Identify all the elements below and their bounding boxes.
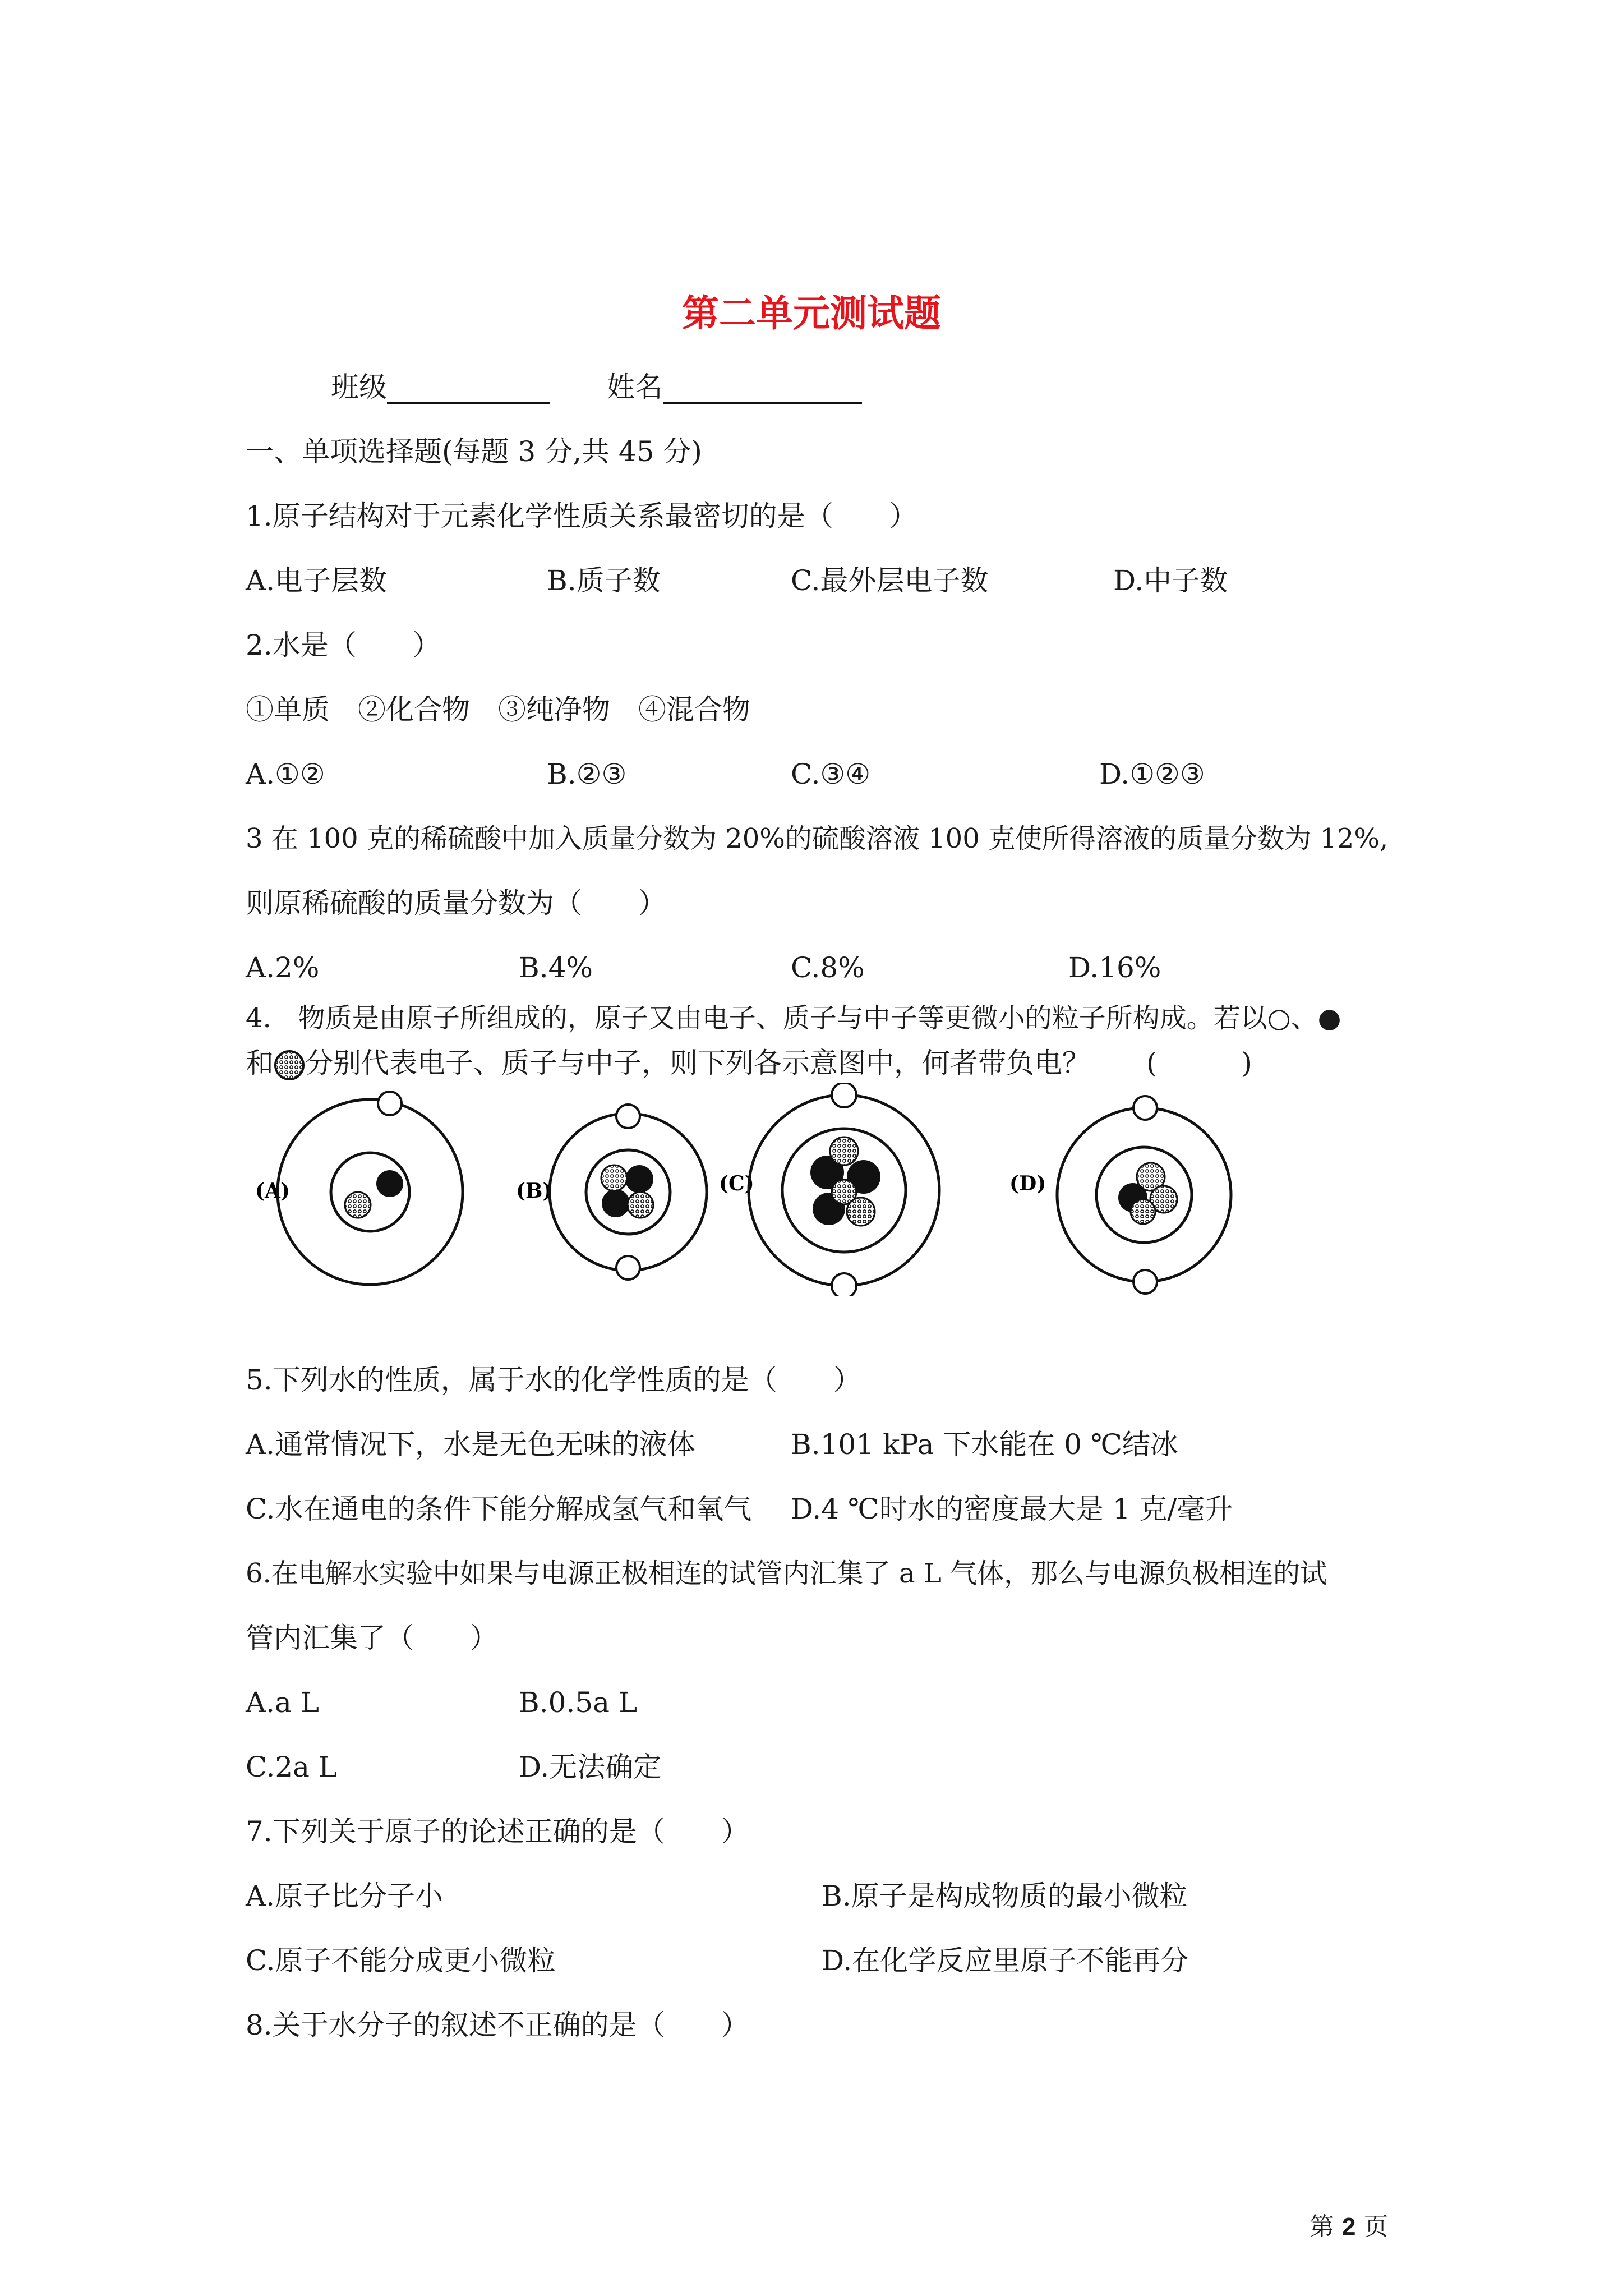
section-heading: 一、单项选择题(每题 3 分,共 45 分) (246, 435, 702, 468)
q2-option-b[interactable]: B.②③ (547, 758, 627, 790)
q6-option-a[interactable]: A.a L (246, 1686, 319, 1719)
q4-stem-line1: 4. 物质是由原子所组成的，原子又由电子、质子与中子等更微小的粒子所构成。若以○、● (246, 1002, 1341, 1034)
q4-stem-line2-pre: 和 (246, 1047, 274, 1079)
atom-diagram-d[interactable] (1009, 1096, 1231, 1294)
q5-stem: 5.下列水的性质，属于水的化学性质的是（ ） (246, 1364, 861, 1396)
q7-option-a[interactable]: A.原子比分子小 (246, 1880, 444, 1912)
q5-option-a[interactable]: A.通常情况下，水是无色无味的液体 (246, 1428, 696, 1461)
neutron-symbol-icon (274, 1050, 305, 1081)
q2-option-a[interactable]: A.①② (246, 758, 325, 790)
q1-option-d[interactable]: D.中子数 (1113, 564, 1228, 597)
q6-option-c[interactable]: C.2a L (246, 1751, 338, 1783)
q1-option-c[interactable]: C.最外层电子数 (791, 564, 989, 597)
page-number-post: 页 (1363, 2212, 1389, 2241)
label-d: (D) (1009, 1172, 1046, 1195)
label-c: (C) (719, 1172, 754, 1195)
header-row (331, 370, 862, 404)
q7-stem: 7.下列关于原子的论述正确的是（ ） (246, 1815, 749, 1848)
q1-option-b[interactable]: B.质子数 (547, 564, 661, 597)
q3-option-d[interactable]: D.16% (1068, 951, 1161, 984)
q2-option-c[interactable]: C.③④ (791, 758, 871, 790)
atom-diagram-c[interactable] (719, 1083, 939, 1296)
page-number-value: 2 (1342, 2213, 1356, 2240)
q6-stem-line1: 6.在电解水实验中如果与电源正极相连的试管内汇集了 a L 气体，那么与电源负极相连的试 (246, 1558, 1327, 1589)
label-a: (A) (255, 1179, 290, 1203)
page-number-pre: 第 (1310, 2212, 1334, 2241)
q1-option-a[interactable]: A.电子层数 (246, 564, 388, 597)
name-blank[interactable] (663, 375, 862, 404)
q2-option-d[interactable]: D.①②③ (1099, 758, 1205, 790)
q1-stem: 1.原子结构对于元素化学性质关系最密切的是（ ） (246, 500, 917, 532)
q3-option-a[interactable]: A.2% (246, 951, 320, 984)
page-title: 第二单元测试题 (682, 292, 941, 335)
q8-stem: 8.关于水分子的叙述不正确的是（ ） (246, 2009, 749, 2041)
atom-diagram-b[interactable] (516, 1105, 707, 1280)
q3-stem-line2: 则原稀硫酸的质量分数为（ ） (246, 887, 666, 919)
class-label: 班级 (331, 371, 387, 403)
q5-option-b[interactable]: B.101 kPa 下水能在 0 ℃结冰 (791, 1428, 1178, 1461)
q3-option-c[interactable]: C.8% (791, 951, 865, 984)
q7-option-b[interactable]: B.原子是构成物质的最小微粒 (822, 1880, 1188, 1912)
q3-option-b[interactable]: B.4% (519, 951, 593, 984)
q6-option-b[interactable]: B.0.5a L (519, 1686, 638, 1719)
q5-option-d[interactable]: D.4 ℃时水的密度最大是 1 克/毫升 (791, 1493, 1233, 1525)
q2-stem: 2.水是（ ） (246, 629, 441, 661)
atom-diagram-a[interactable] (255, 1092, 463, 1285)
q4-stem-line2 (246, 1046, 1252, 1081)
q6-option-d[interactable]: D.无法确定 (519, 1751, 662, 1783)
q7-option-d[interactable]: D.在化学反应里原子不能再分 (822, 1944, 1189, 1977)
q2-choices: ①单质 ②化合物 ③纯净物 ④混合物 (246, 693, 750, 726)
q6-stem-line2: 管内汇集了（ ） (246, 1622, 498, 1654)
label-b: (B) (516, 1179, 552, 1203)
q3-stem-line1: 3 在 100 克的稀硫酸中加入质量分数为 20%的硫酸溶液 100 克使所得溶液的质量分数为 12%, (246, 823, 1389, 854)
name-label: 姓名 (606, 371, 663, 403)
class-blank[interactable] (387, 375, 550, 404)
q5-option-c[interactable]: C.水在通电的条件下能分解成氢气和氧气 (246, 1493, 752, 1525)
q7-option-c[interactable]: C.原子不能分成更小微粒 (246, 1944, 556, 1977)
q4-stem-line2-post: 分别代表电子、质子与中子，则下列各示意图中，何者带负电？ ( ) (305, 1047, 1253, 1079)
atom-diagrams (241, 1083, 1251, 1296)
page-number (1310, 2206, 1388, 2242)
